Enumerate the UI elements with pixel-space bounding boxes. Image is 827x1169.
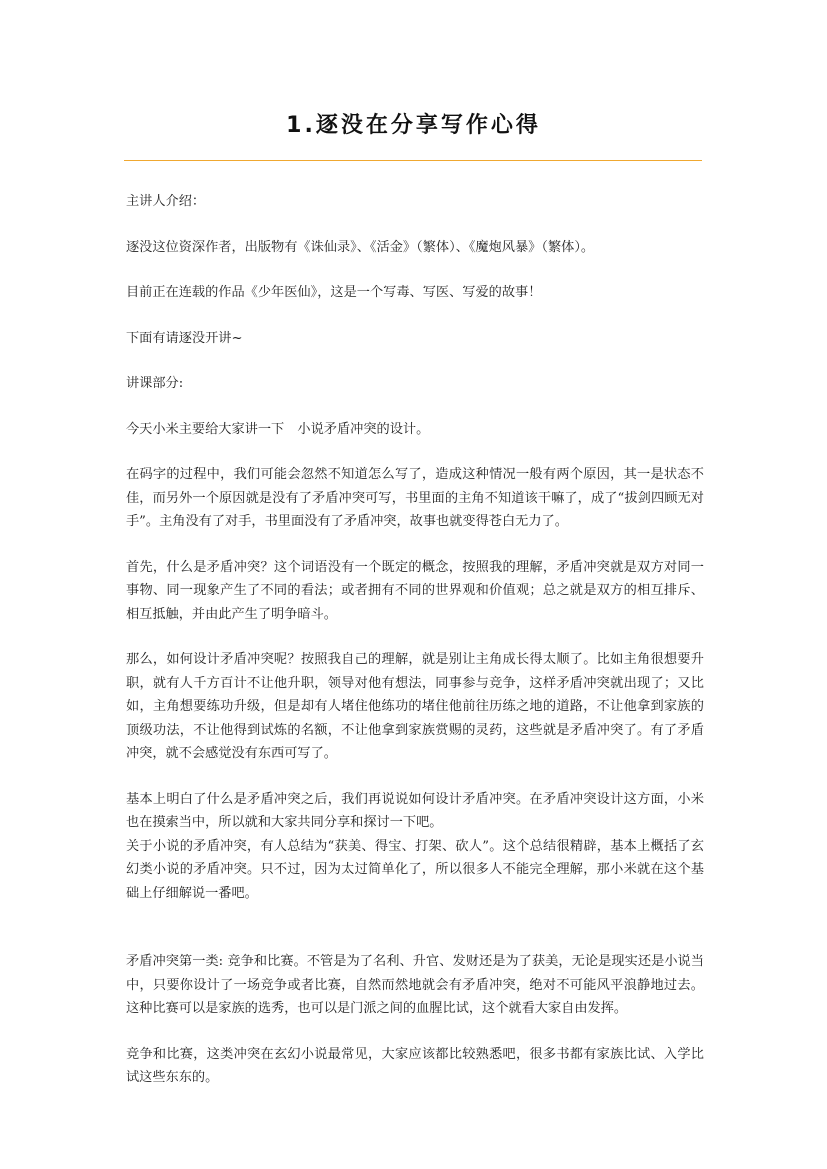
paragraph-after-understanding: 基本上明白了什么是矛盾冲突之后，我们再说说如何设计矛盾冲突。在矛盾冲突设计这方面，小米也在摸索当中，所以就和大家共同分享和探讨一下吧。 bbox=[126, 791, 704, 830]
page-title: 1.逐没在分享写作心得 bbox=[286, 113, 541, 138]
paragraph-current-serial: 目前正在连载的作品《少年医仙》，这是一个写毒、写医、写爱的故事！ bbox=[126, 285, 542, 300]
paragraph-competition-common: 竞争和比赛，这类冲突在玄幻小说最常见，大家应该都比较熟悉吧，很多书都有家族比试、入学比试这些东东的。 bbox=[126, 1046, 704, 1085]
paragraph-lecture-heading: 讲课部分: bbox=[126, 376, 184, 391]
paragraph-speaker-intro-heading: 主讲人介绍： bbox=[126, 194, 206, 209]
paragraph-writers-block: 在码字的过程中，我们可能会忽然不知道怎么写了，造成这种情况一般有两个原因，其一是状态不佳，而另外一个原因就是没有了矛盾冲突可写，书里面的主角不知道该干嘛了，成了“拔剑四顾无对手”。主角没有了对手，书里面没有了矛盾冲突，故事也就变得苍白无力了。 bbox=[126, 467, 704, 529]
paragraph-invite: 下面有请逐没开讲~ bbox=[126, 330, 243, 346]
paragraph-definition: 首先，什么是矛盾冲突？这个词语没有一个既定的概念，按照我的理解，矛盾冲突就是双方对同一事物、同一现象产生了不同的看法；或者拥有不同的世界观和价值观；总之就是双方的相互排斥、相互抵触，并由此产生了明争暗斗。 bbox=[126, 559, 704, 622]
paragraph-summary-quote: 关于小说的矛盾冲突，有人总结为“获美、得宝、打架、砍人”。这个总结很精辟，基本上概括了玄幻类小说的矛盾冲突。只不过，因为太过简单化了，所以很多人不能完全理解，那小米就在这个基础上仔细解说一番吧。 bbox=[126, 838, 704, 901]
paragraph-how-to-design: 那么，如何设计矛盾冲突呢？按照我自己的理解，就是别让主角成长得太顺了。比如主角很想要升职，就有人千方百计不让他升职，领导对他有想法，同事参与竞争，这样矛盾冲突就出现了；又比如，主角想要练功升级，但是却有人堵住他练功的堵住他前往历练之地的道路，不让他拿到家族的顶级功法，不让他得到试炼的名额，不让他拿到家族赏赐的灵药，这些就是矛盾冲突了。有了矛盾冲突，就不会感觉没有东西可写了。 bbox=[126, 652, 704, 761]
title-divider bbox=[124, 160, 702, 161]
paragraph-topic: 今天小米主要给大家讲一下 小说矛盾冲突的设计。 bbox=[126, 421, 430, 437]
article-body bbox=[126, 190, 704, 1090]
paragraph-conflict-type-one: 矛盾冲突第一类: 竞争和比赛。不管是为了名利、升官、发财还是为了获美，无论是现实还是小说当中，只要你设计了一场竞争或者比赛，自然而然地就会有矛盾冲突，绝对不可能风平浪静地过去。这种比赛可以是家族的选秀，也可以是门派之间的血腥比试，这个就看大家自由发挥。 bbox=[126, 954, 704, 1016]
paragraph-author-works: 逐没这位资深作者，出版物有《诛仙录》、《活金》（繁体）、《魔炮风暴》（繁体）。 bbox=[126, 239, 595, 255]
